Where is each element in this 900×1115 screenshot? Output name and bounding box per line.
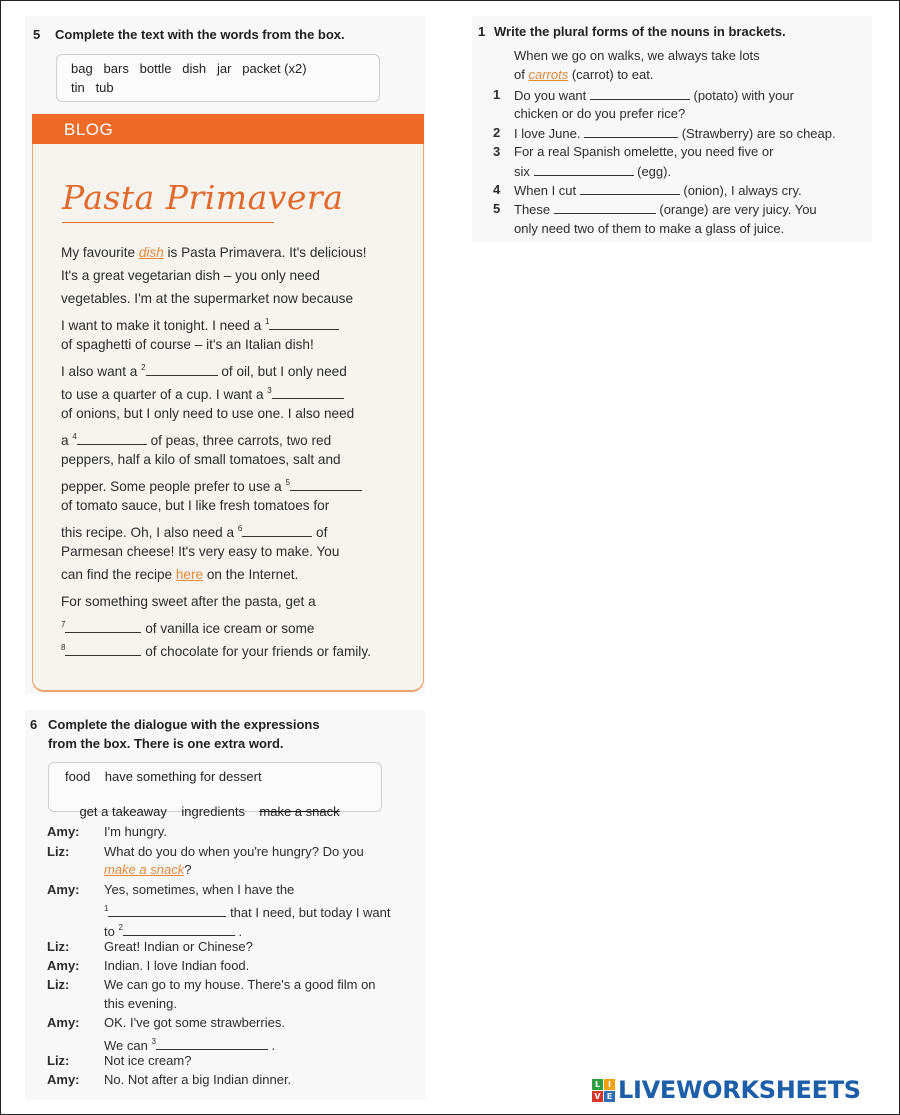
text: a — [61, 433, 73, 448]
blog-line: of tomato sauce, but I like fresh tomatoes for — [61, 498, 330, 513]
answer-gap-3[interactable] — [534, 163, 634, 176]
text: (potato) with your — [689, 88, 794, 103]
answer-gap-1[interactable] — [590, 87, 690, 100]
speaker-liz: Liz: — [47, 1053, 70, 1068]
dialogue-line: I'm hungry. — [104, 824, 167, 839]
title-underline — [62, 222, 274, 223]
blog-line — [61, 521, 327, 541]
answer-gap-7[interactable] — [65, 620, 141, 633]
item-number: 5 — [493, 201, 501, 216]
gap-number: 4 — [72, 432, 77, 441]
text: of — [514, 67, 529, 82]
text: We can — [104, 1038, 152, 1053]
blog-line: peppers, half a kilo of small tomatoes, salt and — [61, 452, 341, 467]
blog-line — [61, 617, 314, 637]
answer-gap-5[interactable] — [290, 478, 362, 491]
text: of oil, but I only need — [217, 364, 347, 379]
gap-number: 1 — [265, 317, 270, 326]
text: six — [514, 164, 534, 179]
blog-line: Parmesan cheese! It's very easy to make. You — [61, 544, 340, 559]
answer-gap-4[interactable] — [580, 182, 680, 195]
answer-gap-6[interactable] — [242, 524, 312, 537]
blog-line — [61, 567, 298, 583]
speaker-amy: Amy: — [47, 824, 80, 839]
exercise-number: 6 — [30, 717, 38, 732]
answer-gap-1[interactable] — [108, 904, 226, 917]
answer-gap-3[interactable] — [156, 1037, 268, 1050]
text: of chocolate for your friends or family. — [141, 644, 371, 659]
text: I love June. — [514, 126, 585, 141]
item-number: 3 — [493, 144, 501, 159]
blog-line: For something sweet after the pasta, get a — [61, 594, 316, 609]
item-number: 1 — [493, 87, 501, 102]
dialogue-line — [104, 1034, 275, 1054]
text: pepper. Some people prefer to use a — [61, 479, 286, 494]
gap-number: 5 — [285, 478, 290, 487]
answer-gap-5[interactable] — [554, 201, 656, 214]
logo-text: LIVEWORKSHEETS — [618, 1076, 861, 1104]
dialogue-line: Not ice cream? — [104, 1053, 192, 1068]
blog-header-bar — [32, 114, 424, 144]
answer-gap-2[interactable] — [123, 923, 235, 936]
dialogue-line: What do you do when you're hungry? Do you — [104, 844, 364, 859]
example-answer: make a snack — [104, 862, 185, 877]
gap-number: 2 — [141, 363, 146, 372]
text: (carrot) to eat. — [568, 67, 654, 82]
liveworksheets-logo[interactable] — [592, 1075, 861, 1105]
speaker-amy: Amy: — [47, 958, 80, 973]
text: (egg). — [633, 164, 672, 179]
blog-line — [61, 475, 362, 495]
answer-gap-2[interactable] — [584, 125, 678, 138]
word-box-line: bag bars bottle dish jar packet (x2) — [71, 61, 307, 76]
exercise-item — [514, 125, 836, 142]
exercise-6-title — [30, 715, 320, 753]
text: only need two of them to make a glass of juice. — [514, 221, 785, 236]
dialogue-line — [104, 862, 191, 878]
word-box-line: food have something for dessert — [65, 769, 262, 784]
gap-number: 8 — [61, 643, 66, 652]
gap-number: 3 — [267, 386, 272, 395]
text: of — [312, 525, 328, 540]
text: of vanilla ice cream or some — [141, 621, 315, 636]
speaker-amy: Amy: — [47, 882, 80, 897]
dialogue-line: Indian. I love Indian food. — [104, 958, 250, 973]
blog-line — [61, 314, 339, 334]
text: on the Internet. — [203, 567, 299, 582]
answer-gap-1[interactable] — [269, 317, 339, 330]
blog-line — [61, 245, 367, 261]
blog-line — [61, 429, 331, 449]
text: These — [514, 202, 554, 217]
item-number: 2 — [493, 125, 501, 140]
blog-line — [61, 640, 371, 660]
answer-gap-2[interactable] — [146, 363, 218, 376]
gap-number: 6 — [237, 524, 243, 533]
logo-letter: V — [592, 1091, 603, 1102]
text: is Pasta Primavera. It's delicious! — [163, 245, 367, 260]
blog-label: BLOG — [64, 120, 114, 139]
blog-line — [61, 360, 347, 380]
example-answer: dish — [138, 245, 164, 260]
speaker-liz: Liz: — [47, 939, 70, 954]
exercise-instruction: from the box. There is one extra word. — [48, 736, 284, 751]
item-number: 4 — [493, 182, 501, 197]
expression-box — [48, 762, 382, 819]
exercise-number: 5 — [33, 27, 41, 42]
exercise-1-title — [478, 24, 786, 39]
exercise-number: 1 — [478, 24, 486, 39]
example-answer: carrots — [528, 67, 569, 82]
text: get a takeaway ingredients — [79, 804, 260, 819]
text: to use a quarter of a cup. I want a — [61, 387, 268, 402]
logo-icon — [592, 1079, 615, 1102]
exercise-item — [514, 221, 784, 237]
dialogue-line — [104, 920, 242, 940]
text: (Strawberry) are so cheap. — [678, 126, 836, 141]
dialogue-line: We can go to my house. There's a good film on — [104, 977, 376, 992]
exercise-item — [514, 163, 671, 180]
exercise-item — [514, 144, 773, 160]
text: Do you want — [514, 88, 590, 103]
gap-number: 2 — [118, 923, 123, 932]
blog-line: of spaghetti of course – it's an Italian dish! — [61, 337, 314, 352]
dialogue-line: this evening. — [104, 996, 177, 1011]
text: (onion), I always cry. — [679, 183, 802, 198]
text: I also want a — [61, 364, 142, 379]
text: For a real Spanish omelette, you need five or — [514, 144, 774, 159]
speaker-amy: Amy: — [47, 1015, 80, 1030]
exercise-item — [514, 106, 685, 122]
blog-line: of onions, but I only need to use one. I also need — [61, 406, 355, 421]
exercise-instruction: Complete the text with the words from the box. — [55, 27, 345, 42]
text: this recipe. Oh, I also need a — [61, 525, 238, 540]
speaker-amy: Amy: — [47, 1072, 80, 1087]
text: . — [267, 1038, 276, 1053]
text: I want to make it tonight. I need a — [61, 318, 266, 333]
dialogue-line: Yes, sometimes, when I have the — [104, 882, 295, 897]
exercise-item — [514, 182, 802, 199]
recipe-title: Pasta Primavera — [62, 178, 344, 217]
gap-number: 3 — [151, 1037, 156, 1046]
blog-line — [61, 383, 344, 403]
example-line — [514, 67, 653, 83]
text: My favourite — [61, 245, 139, 260]
speaker-liz: Liz: — [47, 844, 70, 859]
used-expression: make a snack — [259, 804, 340, 819]
text: . — [234, 924, 243, 939]
blog-line: It's a great vegetarian dish – you only need — [61, 268, 320, 283]
text: that I need, but today I want — [226, 905, 391, 920]
speaker-liz: Liz: — [47, 977, 70, 992]
word-box — [56, 54, 380, 102]
text: chicken or do you prefer rice? — [514, 106, 686, 121]
example-line: When we go on walks, we always take lots — [514, 48, 760, 63]
dialogue-line: Great! Indian or Chinese? — [104, 939, 253, 954]
answer-gap-8[interactable] — [65, 643, 141, 656]
logo-letter: L — [592, 1079, 603, 1090]
exercise-instruction: Complete the dialogue with the expressions — [48, 717, 320, 732]
exercise-5-title — [33, 27, 345, 42]
gap-number: 1 — [104, 904, 109, 913]
text: When I cut — [514, 183, 580, 198]
text: (orange) are very juicy. You — [655, 202, 817, 217]
dialogue-line — [104, 901, 391, 921]
logo-letter: E — [604, 1091, 615, 1102]
text: to — [104, 924, 119, 939]
answer-gap-3[interactable] — [272, 386, 344, 399]
exercise-item — [514, 201, 817, 218]
dialogue-line: No. Not after a big Indian dinner. — [104, 1072, 292, 1087]
gap-number: 7 — [61, 620, 66, 629]
logo-letter: I — [604, 1079, 615, 1090]
text: of peas, three carrots, two red — [146, 433, 332, 448]
blog-line: vegetables. I'm at the supermarket now because — [61, 291, 354, 306]
dialogue-line: OK. I've got some strawberries. — [104, 1015, 285, 1030]
exercise-instruction: Write the plural forms of the nouns in brackets. — [494, 24, 786, 39]
text: ? — [184, 862, 192, 877]
answer-gap-4[interactable] — [77, 432, 147, 445]
recipe-link[interactable]: here — [175, 567, 204, 582]
exercise-item — [514, 87, 794, 104]
text: can find the recipe — [61, 567, 176, 582]
word-box-line: tin tub — [71, 80, 114, 95]
